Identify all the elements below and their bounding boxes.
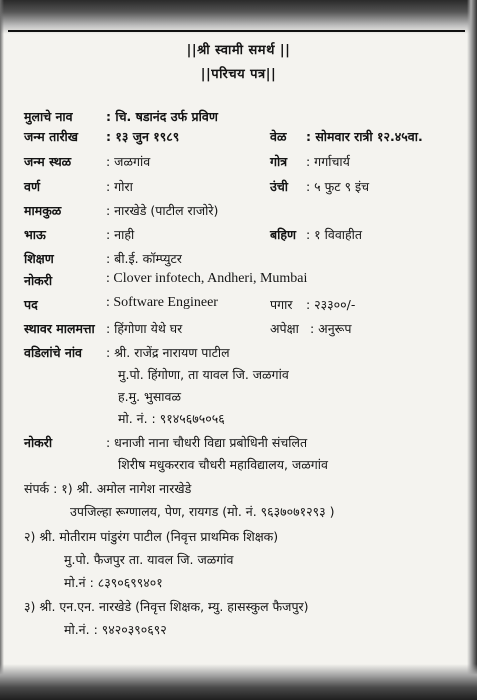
education-value: : बी.ई. कॉम्प्युटर [106, 251, 182, 266]
brother-value: : नाही [106, 227, 135, 242]
dob-label: जन्म तारीख [24, 129, 79, 144]
gotra-value: : गर्गाचार्य [306, 154, 350, 169]
contact-2-line-1: २) श्री. मोतीराम पांडुरंग पाटील (निवृत्त प्राथमिक शिक्षक) [24, 529, 279, 544]
birthplace-value: : जळगांव [106, 154, 151, 169]
father-name: : श्री. राजेंद्र नारायण पाटील [106, 345, 230, 360]
complexion-value: : गोरा [106, 179, 133, 194]
contact-3-line-1: ३) श्री. एन.एन. नारखेडे (निवृत्त शिक्षक, म्यु. हासस्कुल फैजपुर) [24, 599, 309, 614]
contact-3-line-2: मो.नं. : ९४२०३९०६९२ [64, 622, 167, 637]
time-label: वेळ [270, 129, 287, 144]
contact-2-line-3: मो.नं : ८३९०६९९४०१ [64, 575, 163, 590]
complexion-label: वर्ण [24, 179, 40, 194]
scan-shadow-left [0, 0, 4, 700]
property-value: : हिंगोणा येथे घर [106, 321, 183, 336]
father-mobile: मो. नं. : ९१४५६७५०५६ [118, 411, 225, 426]
invocation-heading: ||श्री स्वामी समर्थ || [186, 43, 291, 58]
job-label: नोकरी [24, 273, 53, 288]
name-label: मुलाचे नाव [24, 109, 73, 124]
father-job-line-1: : धनाजी नाना चौधरी विद्या प्रबोधिनी संचलित [106, 435, 308, 450]
scan-shadow-top [0, 0, 477, 34]
property-label: स्थावर मालमत्ता [24, 321, 95, 336]
father-address-2: ह.मु. भुसावळ [118, 389, 181, 404]
scan-shadow-bottom [0, 664, 477, 700]
post-value: : Software Engineer [106, 295, 218, 310]
sister-value: : १ विवाहीत [306, 227, 363, 242]
contact-2-line-2: मु.पो. फैजपुर ता. यावल जि. जळगांव [64, 552, 234, 567]
salary-label: पगार [270, 297, 293, 312]
father-address-1: मु.पो. हिंगोणा, ता यावल जि. जळगांव [118, 367, 289, 382]
education-label: शिक्षण [24, 251, 54, 266]
contact-1-line-2: उपजिल्हा रूग्णालय, पेण, रायगड (मो. नं. ९६३७०७१२९३ ) [70, 504, 335, 519]
height-value: : ५ फुट ९ इंच [306, 179, 370, 194]
scan-shadow-right [467, 0, 477, 700]
expectation-label: अपेक्षा [270, 321, 299, 336]
dob-value: : १३ जुन १९८९ [106, 129, 180, 144]
father-job-line-2: शिरीष मधुकरराव चौधरी महाविद्यालय, जळगांव [118, 457, 328, 472]
father-job-label: नोकरी [24, 435, 53, 450]
post-label: पद [24, 297, 38, 312]
father-label: वडिलांचे नांव [24, 345, 83, 360]
border-line [8, 30, 465, 32]
mamkul-value: : नारखेडे (पाटील राजोरे) [106, 203, 219, 218]
salary-value: : २३३००/- [306, 297, 356, 312]
gotra-label: गोत्र [270, 154, 288, 169]
birthplace-label: जन्म स्थळ [24, 154, 72, 169]
page-title: ||परिचय पत्र|| [200, 67, 277, 82]
name-value: : चि. षडानंद उर्फ प्रविण [106, 109, 218, 124]
sister-label: बहिण [270, 227, 297, 242]
time-value: : सोमवार रात्री १२.४५वा. [306, 129, 423, 144]
expectation-value: : अनुरूप [310, 321, 352, 336]
height-label: उंची [270, 179, 289, 194]
mamkul-label: मामकुळ [24, 203, 62, 218]
contact-1-line-1: संपर्क : १) श्री. अमोल नागेश नारखेडे [24, 481, 192, 496]
brother-label: भाऊ [24, 227, 46, 242]
job-value: : Clover infotech, Andheri, Mumbai [106, 271, 308, 286]
